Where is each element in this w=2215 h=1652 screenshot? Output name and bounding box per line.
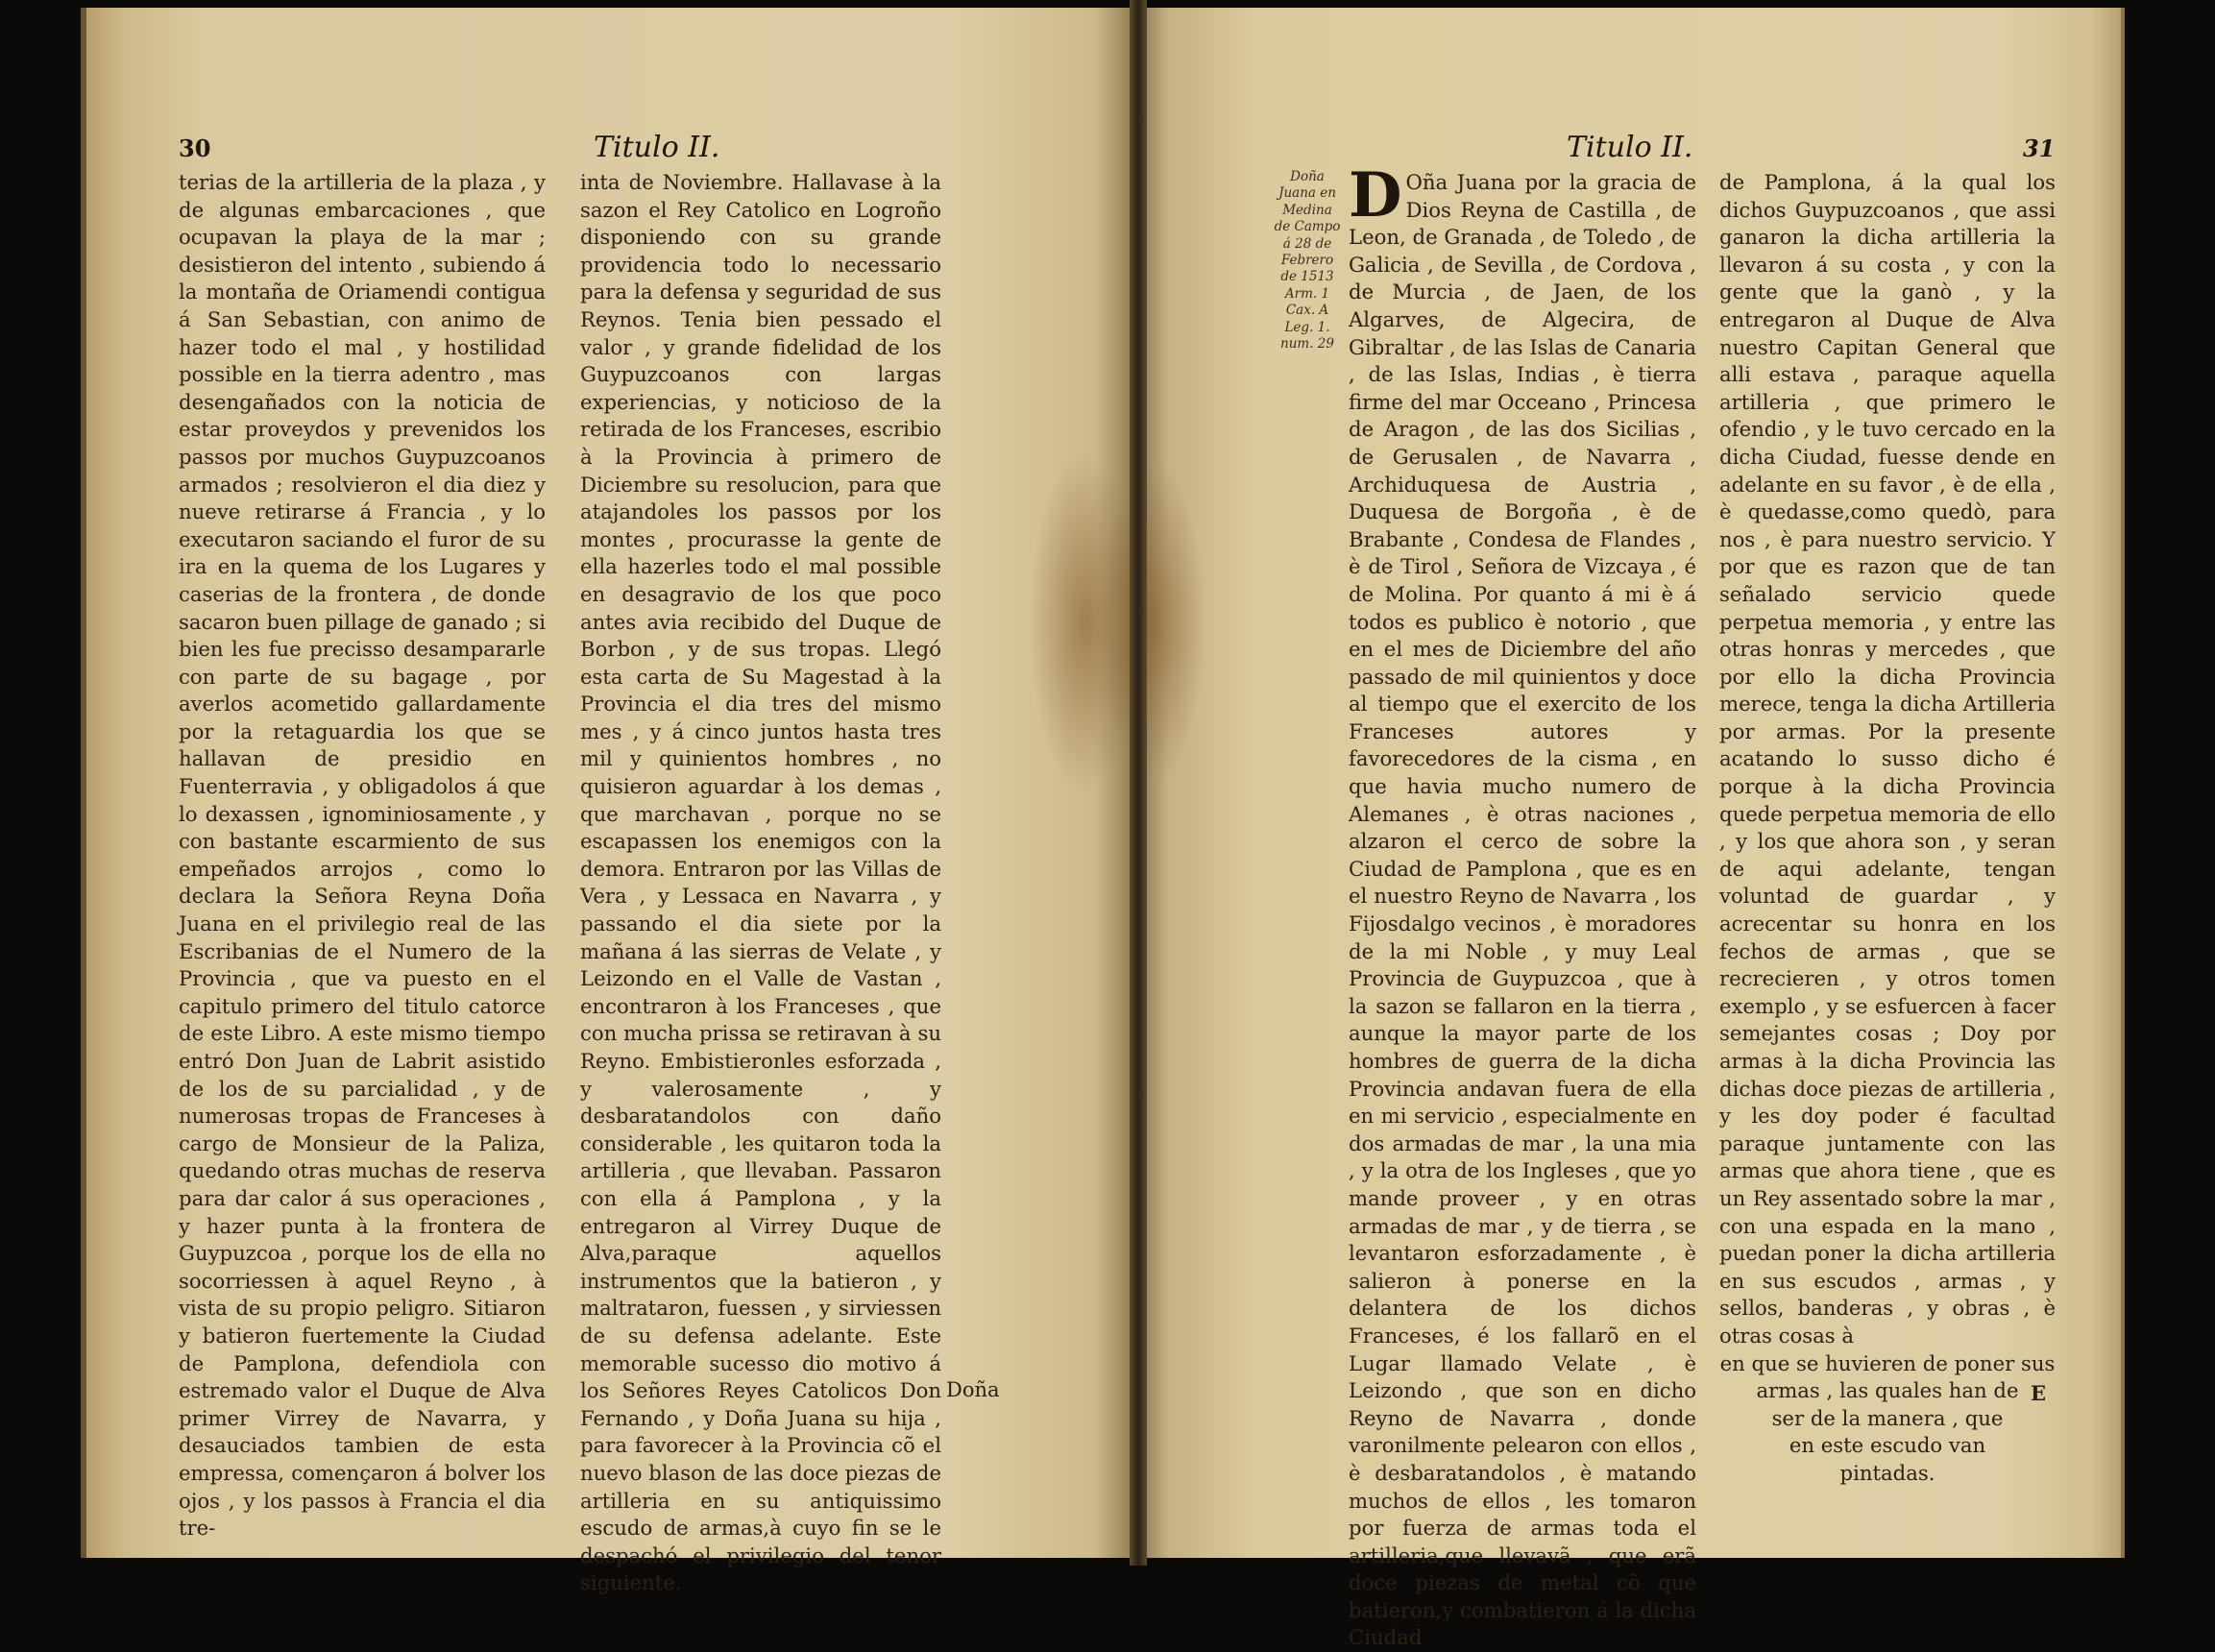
text-column-2 (1719, 169, 2056, 1488)
column-text: terias de la artilleria de la plaza , y de algunas embarcaciones , que ocupavan la playa de la mar ; desistieron del intento , subiendo á la montaña de Oriamendi contigua á San Sebastian, con animo de hazer todo el mal , y hostilidad possible en la tierra adentro , mas desengañados con la noticia de estar proveydos y prevenidos los passos por muchos Guypuzcoanos armados ; resolvieron el dia diez y nueve retirarse á Francia , y lo executaron saciando el furor de su ira en la quema de los Lugares y caserias de la frontera , de donde sacaron buen pillage de ganado ; si bien les fue precisso desampararle con parte de su bagage , por averlos acometido gallardamente por la retaguardia los que se hallavan de presidio en Fuenterravia , y obligadolos á que lo dexassen , ignominiosamente , y con bastante escarmiento de sus empeñados arrojos , como lo declara la Señora Reyna Doña Juana en el privilegio real de las Escribanias de el Numero de la Provincia , que va puesto en el capitulo primero del titulo catorce de este Libro. A este mismo tiempo entró Don Juan de Labrit asistido de los de su parcialidad , y de numerosas tropas de Franceses à cargo de Monsieur de la Paliza, quedando otras muchas de reserva para dar calor á sus operaciones , y hazer punta à la frontera de Guypuzcoa , porque los de ella no socorriessen à aquel Reyno , à vista de su propio peligro. Sitiaron y batieron fuertemente la Ciudad de Pamplona, defendiola con estremado valor el Duque de Alva primer Virrey de Navarra, y desauciados tambien de esta empressa, començaron á bolver los ojos , y los passos à Francia el dia tre- (179, 170, 546, 1541)
right-page (1130, 8, 2125, 1650)
text-column-1 (1349, 159, 1696, 1652)
text-column-2 (580, 169, 941, 1597)
closing-line: en que se huvieren de poner sus (1719, 1350, 2056, 1375)
book-spread (81, 8, 2125, 1650)
water-stain (1101, 459, 1206, 786)
signature-mark: E (2031, 1381, 2047, 1405)
column-text: de Pamplona, á la qual los dichos Guypuzcoanos , que assi ganaron la dicha artilleria la llevaron á su costa , y con la gente que la ganò , y la entregaron al Duque de Alva nuestro Capitan General que alli estava , paraque aquella artilleria , que primero le ofendio , y le tuvo cercado en la dicha Ciudad, fuesse dende en adelante en su favor , è de ella , è quedasse,como quedò, para nos , è para nuestro servicio. Y por que es razon que de tan señalado servicio quede perpetua memoria , y entre las otras honras y mercedes , que por ello la dicha Provincia merece, tenga la dicha Artilleria por armas. Por la presente acatando lo susso dicho é porque à la dicha Provincia quede perpetua memoria de ello , y los que ahora son , y seran de aqui adelante, tengan voluntad de guardar , y acrecentar su honra en los fechos de armas , que se recrecieren , y otros tomen exemplo , y se esfuercen à facer semejantes cosas ; Doy por armas à la dicha Provincia las dichas doce piezas de artilleria , y les doy poder é facultad paraque juntamente con las armas que ahora tiene , que es un Rey assentado sobre la mar , con una espada en la mano , puedan poner la dicha artilleria en sus escudos , armas , y sellos, banderas , y obras , è otras cosas à (1719, 170, 2056, 1348)
running-head-right: Titulo II. (1567, 131, 1693, 164)
running-head-left: Titulo II. (594, 131, 720, 164)
closing-line: en este escudo van (1789, 1433, 1986, 1458)
page-number-right: 31 (2023, 134, 2056, 162)
left-page (81, 8, 1130, 1595)
book-gutter (1130, 0, 1147, 1566)
closing-lines (1719, 1350, 2056, 1488)
catchword: Doña (946, 1378, 1000, 1401)
drop-cap: D (1349, 159, 1402, 231)
column-text: Oña Juana por la gracia de Dios Reyna de Castilla , de Leon, de Granada , de Toledo , de Galicia , de Sevilla , de Cordova , de Murcia , de Jaen, de los Algarves, de Algecira, de Gibraltar , de las Islas de Canaria , de las Islas, Indias , è tierra firme del mar Occeano , Princesa de Aragon , de las dos Sicilias , de Gerusalen , de Navarra , Archiduquesa de Austria , Duquesa de Borgoña , è de Brabante , Condesa de Flandes , è de Tirol , Señora de Vizcaya , é de Molina. Por quanto á mi è á todos es publico è notorio , que en el mes de Diciembre del año passado de mil quinientos y doce al tiempo que el exercito de los Franceses autores y favorecedores de la cisma , en que havia mucho numero de Alemanes , è otras naciones , alzaron el cerco de sobre la Ciudad de Pamplona , que es en el nuestro Reyno de Navarra , los Fijosdalgo vecinos , è moradores de la mi Noble , y muy Leal Provincia de Guypuzcoa , que à la sazon se fallaron en la tierra , aunque la mayor parte de los hombres de guerra de la dicha Provincia andavan fuera de ella en mi servicio , especialmente en dos armadas de mar , la una mia , y la otra de los Ingleses , que yo mande proveer , y en otras armadas de mar , y de tierra , se levantaron esforzadamente , è salieron à ponerse en la delantera de los dichos Franceses, é los fallarõ en el Lugar llamado Velate , è Leizondo , que son en dicho Reyno de Navarra , donde varonilmente pelearon con ellos , è desbaratandolos , è matando muchos de ellos , les tomaron por fuerza de armas toda el artilleria,que llevavã , que erã doce piezas de metal cõ que batieron,y combatieron á la dicha Ciudad (1349, 170, 1696, 1650)
closing-line: pintadas. (1839, 1460, 1935, 1485)
margin-note: Doña Juana en Medina de Campo á 28 de Febrero de 1513 Arm. 1 Cax. A Leg. 1. num. 29 (1274, 169, 1341, 352)
closing-line: ser de la manera , que (1771, 1405, 2004, 1430)
page-number-left: 30 (179, 134, 211, 162)
text-column-1 (179, 169, 546, 1543)
closing-line: armas , las quales han de (1756, 1378, 2019, 1403)
column-text: inta de Noviembre. Hallavase à la sazon el Rey Catolico en Logroño disponiendo con su grande providencia todo lo necessario para la defensa y seguridad de sus Reynos. Tenia bien pessado el valor , y grande fidelidad de los Guypuzcoanos con largas experiencias, y noticioso de la retirada de los Franceses, escribio à la Provincia à primero de Diciembre su resolucion, para que atajandoles los passos por los montes , procurasse la gente de ella hazerles todo el mal possible en desagravio de los que poco antes avia recibido del Duque de Borbon , y de sus tropas. Llegó esta carta de Su Magestad à la Provincia el dia tres del mismo mes , y á cinco juntos hasta tres mil y quinientos hombres , no quisieron aguardar à los demas , que marchavan , porque no se escapassen los enemigos con la demora. Entraron por las Villas de Vera , y Lessaca en Navarra , y passando el dia siete por la mañana á las sierras de Velate , y Leizondo en el Valle de Vastan , encontraron à los Franceses , que con mucha prissa se retiravan à su Reyno. Embistieronles esforzada , y valerosamente , y desbaratandolos con daño considerable , les quitaron toda la artilleria , que llevaban. Passaron con ella á Pamplona , y la entregaron al Virrey Duque de Alva,paraque aquellos instrumentos que la batieron , y maltrataron, fuessen , y sirviessen de su defensa adelante. Este memorable sucesso dio motivo á los Señores Reyes Catolicos Don Fernando , y Doña Juana su hija , para favorecer à la Provincia cõ el nuevo blason de las doce piezas de artilleria en su antiquissimo escudo de armas,à cuyo fin se le despachó el privilegio del tenor siguiente. (580, 170, 941, 1595)
